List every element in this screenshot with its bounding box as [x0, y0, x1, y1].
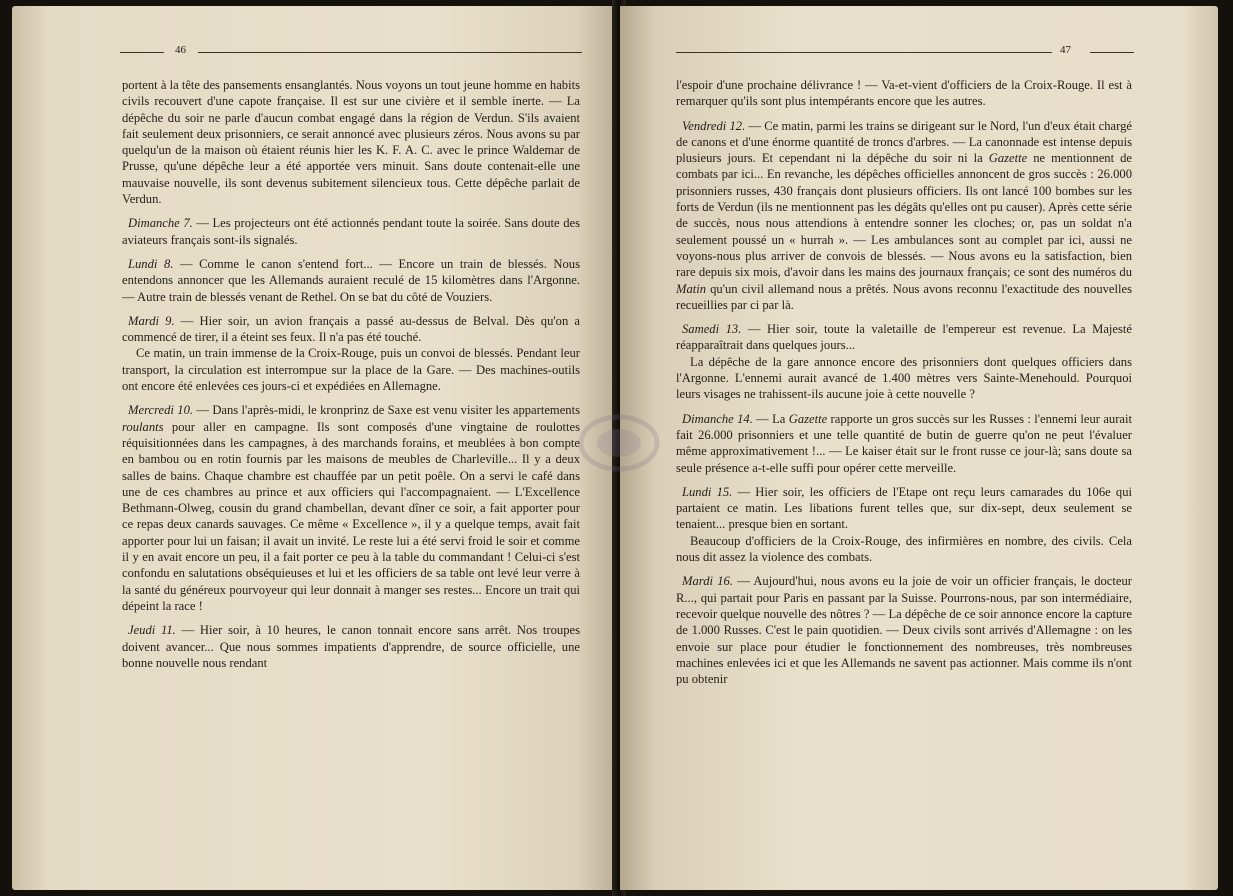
entry-date: Samedi 13.	[682, 322, 742, 337]
entry-text: qu'un civil allemand nous a prêtés. Nous avons reconnu l'exactitude des nouvelles recueillies par ci par là.	[676, 281, 1132, 312]
entry-text: pour aller en campagne. Ils sont composés d'une vingtaine de roulottes réquisitionnées dans les campagnes, à des marchands forains, et meublées à bon compte en bambou ou en rotin fournis par les maisons de meubles de Charleville... Il y a deux salles de bains. Chaque chambre est chauffée par un petit poêle. On a servi le café dans une de ces chambres au prince et aux officiers qui l'accompagnaient. — L'Excellence Bethmann-Olweg, cousin du grand chambellan, devant dîner ce soir, a fait apporter pour ce repas deux canards sauvages. Ce même « Excellence », il y a quelque temps, avait fait apporter pour lui un faisan; il avait un invité. Le reste lui a été servi froid le soir et comme il y en avait encore un peu, il a fait porter ce peu à la table du commandant ! Celui-ci s'est confondu en salutations obséquieuses et lui et les officiers de sa table ont levé leur verre à la santé du généreux pourvoyeur qui leur donnait à manger ses restes... Encore un trait qui dépeint la race !	[122, 419, 580, 613]
paragraph	[122, 345, 580, 394]
entry-text: — Aujourd'hui, nous avons eu la joie de voir un officier français, le docteur R..., qui partait pour Paris en passant par la Suisse. Pourrons-nous, par son intermédiaire, recevoir quelque nouvelle des nôtres ? — La dépêche de ce soir annonce encore la capture de 1.000 Russes. C'est le pain quotidien. — Deux civils sont arrivés d'Allemagne : on les envoie sur place pour étudier le fonctionnement des nombreuses, très nombreuses machines enlevées ici et que les Allemands ne savent pas actionner. Mais comme ils n'ont pu obtenir	[676, 574, 1132, 687]
page-number: 46	[175, 44, 186, 56]
italic-term: roulants	[122, 419, 164, 434]
entry-text: Beaucoup d'officiers de la Croix-Rouge, des infirmières en nombre, des civils. Cela nous dit assez la violence des combats.	[676, 533, 1132, 565]
italic-term: Gazette	[788, 411, 828, 426]
entry-date: Jeudi 11.	[128, 623, 176, 638]
diary-entry	[122, 313, 580, 346]
entry-text: Ce matin, un train immense de la Croix-Rouge, puis un convoi de blessés. Pendant leur transport, la circulation est interrompue sur la place de la Gare. — Des machines-outils ont encore été enlevées ces jours-ci et expédiées en Allemagne.	[122, 346, 580, 394]
italic-term: Gazette	[988, 151, 1028, 166]
entry-text: — Hier soir, toute la valetaille de l'empereur est revenue. La Majesté réapparaîtrait dans quelques jours...	[676, 322, 1132, 353]
entry-text: — La	[752, 411, 789, 426]
entry-text: rapporte un gros succès sur les Russes : l'ennemi leur aurait fait 26.000 prisonniers et une telle quantité de butin de guerre qu'on ne peut l'évaluer même approximativement !... — Le kaiser était sur le front russe ce jour-là; sans doute sa seule présence a-t-elle suffi pour opérer cette merveille.	[676, 411, 1132, 475]
paragraph	[122, 77, 580, 207]
entry-text: ne mentionnent de combats par ici... En revanche, les dépêches officielles annoncent de gros succès : 26.000 prisonniers russes, 430 français dont plusieurs officiers. Ils ont lancé 100 bombes sur les forts de Verdun (ils ne mentionnent pas les dégâts qu'elles ont pu causer). Après cette série de succès, nous nous attendions à entendre sonner les cloches; or, pas un soldat n'a seulement poussé un « hurrah ». — Les ambulances sont au complet par ici, aussi ne voyons-nous plus arriver de convois de blessés. — Nous avons eu la satisfaction, bien rare depuis six mois, d'avoir dans les mains des journaux français; ce sont des numéros du	[676, 151, 1132, 280]
entry-date: Mardi 9.	[128, 313, 175, 328]
right-page-text	[676, 77, 1132, 687]
entry-date: Vendredi 12.	[682, 118, 746, 133]
entry-text: portent à la tête des pansements ensanglantés. Nous voyons un tout jeune homme en habits civils recouvert d'une capote française. Il est sur une civière et il semble inerte. — La dépêche du soir ne parle d'aucun combat engagé dans la région de Verdun. S'ils avaient fait seulement deux prisonniers, ce serait annoncé avec plusieurs zéros. Nous avons su par quelqu'un de la maison où étaient réunis hier les K. F. A. C. avec le prince Waldemar de Prusse, qu'une dépêche leur a été apportée vers minuit. Sans doute contenait-elle une mauvaise nouvelle, ils sont devenus subitement silencieux tous. Cette dépêche parlait de Verdun.	[122, 78, 580, 207]
entry-date: Mercredi 10.	[128, 403, 194, 418]
diary-entry	[676, 573, 1132, 687]
entry-text: — Les projecteurs ont été actionnés pendant toute la soirée. Sans doute des aviateurs français sont-ils signalés.	[122, 216, 580, 247]
diary-entry	[122, 402, 580, 614]
paragraph	[676, 77, 1132, 110]
header-rule-short	[1090, 52, 1134, 53]
diary-entry	[676, 411, 1132, 476]
entry-date: Lundi 8.	[128, 256, 174, 271]
right-page-header	[676, 44, 1134, 60]
entry-date: Lundi 15.	[682, 484, 733, 499]
entry-text: — Hier soir, un avion français a passé au-dessus de Belval. Dès qu'on a commencé de tirer, il a éteint ses feux. Il n'a pas été touché.	[122, 313, 580, 345]
italic-term: Matin	[676, 281, 707, 296]
header-rule-long	[676, 52, 1052, 53]
left-page-header	[120, 44, 582, 60]
right-page	[620, 6, 1218, 890]
entry-text: — Hier soir, les officiers de l'Etape ont reçu leurs camarades du 106e qui partaient ce matin. Les libations furent telles que, sur dix-sept, deux seulement se tenaient... presque bien en sortant.	[676, 484, 1132, 532]
entry-date: Dimanche 7.	[128, 216, 193, 231]
paragraph	[676, 354, 1132, 403]
diary-entry	[676, 118, 1132, 314]
entry-text: — Ce matin, parmi les trains se dirigeant sur le Nord, l'un d'eux était chargé de canons et d'une énorme quantité de troncs d'arbres. — La canonnade est intense depuis plusieurs jours. Et cependant ni la dépêche du soir ni la	[676, 118, 1132, 166]
page-number: 47	[1060, 44, 1071, 56]
diary-entry	[122, 256, 580, 305]
diary-entry	[676, 321, 1132, 354]
header-rule-long	[198, 52, 582, 53]
entry-text: — Hier soir, à 10 heures, le canon tonnait encore sans arrêt. Nos troupes doivent avancer... Que nous sommes impatients d'apprendre, de source officielle, une bonne nouvelle nous rendant	[122, 623, 581, 670]
entry-text: La dépêche de la gare annonce encore des prisonniers dont quelques officiers dans l'Argonne. L'ennemi aurait avancé de 1.400 mètres vers Sainte-Menehould. Pourquoi leurs visages ne trahissent-ils aucune joie à cette nouvelle ?	[676, 354, 1132, 402]
left-page	[12, 6, 618, 890]
diary-entry	[122, 215, 580, 248]
left-page-text	[122, 77, 580, 671]
entry-text: — Dans l'après-midi, le kronprinz de Saxe est venu visiter les appartements	[193, 403, 580, 418]
diary-entry	[122, 622, 580, 671]
library-stamp-logo	[577, 412, 661, 474]
paragraph	[676, 533, 1132, 566]
entry-text: — Comme le canon s'entend fort... — Encore un train de blessés. Nous entendons annoncer que les Allemands auraient reculé de 15 kilomètres dans l'Argonne. — Autre train de blessés venant de Rethel. On se bat du côté de Vouziers.	[122, 256, 580, 304]
diary-entry	[676, 484, 1132, 533]
header-rule-short	[120, 52, 164, 53]
entry-text: l'espoir d'une prochaine délivrance ! — Va-et-vient d'officiers de la Croix-Rouge. Il est à remarquer qu'ils sont plus intempérants encore que les autres.	[676, 78, 1132, 109]
entry-date: Mardi 16.	[682, 574, 733, 589]
entry-date: Dimanche 14.	[682, 411, 753, 426]
